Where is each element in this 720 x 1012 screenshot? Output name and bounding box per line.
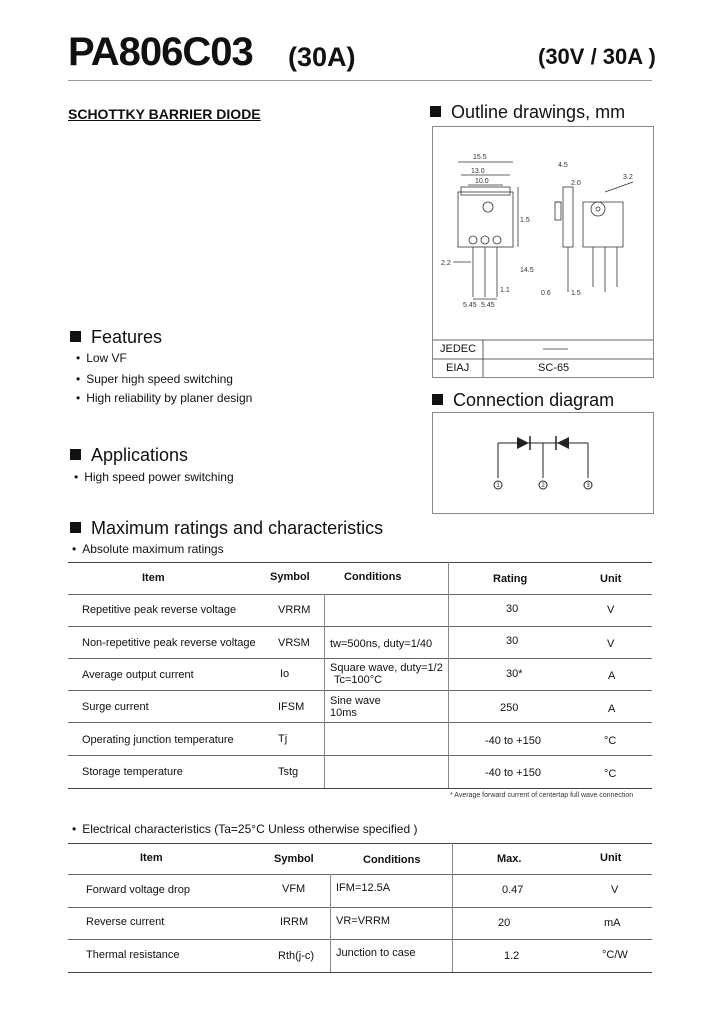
pin-label: 1 [496,483,500,489]
application-item: • High speed power switching [74,470,234,484]
table-row-symbol: IRRM [280,916,309,928]
table-rule [330,874,331,972]
table-row-unit: °C/W [602,949,628,961]
table-row-rating: 30* [506,668,523,680]
table-row-symbol: IFSM [278,701,305,713]
dim-label: 5.45 [463,302,477,309]
dim-label: 2.0 [571,180,581,187]
dim-label: 3.2 [623,174,633,181]
table-rule [68,874,652,875]
table-row-condition: Sine wave [330,695,381,707]
table-row-unit: A [608,703,616,715]
table-rule [68,972,652,973]
table-rule [452,843,453,972]
table-row-item: Operating junction temperature [82,734,234,746]
connection-heading: Connection diagram [432,390,614,411]
table-rule [68,690,652,691]
table-row-symbol: VRRM [278,604,311,616]
col-header-symbol: Symbol [274,853,314,865]
table-rule [68,658,652,659]
table-row-rating: -40 to +150 [485,735,541,747]
applications-heading: Applications [70,445,188,466]
table-row-symbol: Tj [278,733,288,745]
table-row-unit: mA [604,917,621,929]
dim-label: 10.0 [475,178,489,185]
table-row-rating: 30 [506,635,519,647]
table-row-item: Surge current [82,701,149,713]
dim-label: 15.5 [473,154,487,161]
square-bullet-icon [70,331,81,342]
square-bullet-icon [70,449,81,460]
table-row-condition: Square wave, duty=1/2 [330,662,443,674]
table-row-max: 0.47 [502,884,524,896]
table-row-item: Storage temperature [82,766,183,778]
outline-drawing-box [432,126,654,378]
dim-label: 13.0 [471,168,485,175]
table-row-item: Forward voltage drop [86,884,190,896]
outline-drawing [433,127,653,377]
dim-label: 2.2 [441,260,451,267]
col-header-conditions: Conditions [344,571,402,583]
table-row-symbol: Tstg [278,766,299,778]
table-row-max: 20 [498,917,511,929]
col-header-conditions: Conditions [363,854,421,866]
table-rule [68,907,652,908]
col-header-unit: Unit [600,573,622,585]
col-header-max: Max. [497,853,522,865]
table-row-item: Non-repetitive peak reverse voltage [82,637,256,649]
feature-item: • High reliability by planer design [76,391,252,405]
part-number: PA806C03 [68,30,253,74]
dim-label: 0.6 [541,290,551,297]
square-bullet-icon [430,106,441,117]
dim-label: 1.1 [500,287,510,294]
square-bullet-icon [432,394,443,405]
diode-2-icon [557,437,569,449]
col-header-symbol: Symbol [270,571,310,583]
connection-diagram-box [432,412,654,514]
table-row-max: 1.2 [504,950,520,962]
eiaj-label: EIAJ [446,362,470,374]
header-divider [68,80,652,81]
table-row-condition: 10ms [330,707,357,719]
pin-label: 2 [541,483,545,489]
col-header-rating: Rating [493,573,528,585]
connection-diagram [433,413,653,513]
pin-label: 3 [586,483,590,489]
table-row-symbol: Rth(j-c) [278,950,315,962]
feature-item: • Low VF [76,351,127,365]
table-row-symbol: Io [280,668,290,680]
footnote: * Average forward current of centertap full wave connection [450,792,634,799]
electrical-heading: • Electrical characteristics (Ta=25°C Unless otherwise specified ) [72,822,417,836]
table-rule [68,755,652,756]
table-rule [68,562,652,563]
table-row-symbol: VRSM [278,637,310,649]
eiaj-value: SC-65 [538,362,570,374]
col-header-item: Item [140,852,163,864]
table-row-unit: V [607,638,615,650]
table-row-condition: tw=500ns, duty=1/40 [330,638,433,650]
table-row-rating: -40 to +150 [485,767,541,779]
rating-summary: (30V / 30A ) [538,44,656,69]
features-heading: Features [70,327,162,348]
device-type: SCHOTTKY BARRIER DIODE [68,106,261,122]
table-row-unit: A [608,670,616,682]
table-row-unit: °C [604,768,617,780]
table-rule [68,626,652,627]
part-current: (30A) [288,42,356,72]
dim-label: 1.5 [520,217,530,224]
abs-max-subheading: • Absolute maximum ratings [72,542,224,556]
table-row-item: Repetitive peak reverse voltage [82,604,237,616]
table-row-condition: VR=VRRM [336,915,391,927]
max-ratings-heading: Maximum ratings and characteristics [70,518,383,539]
table-row-item: Reverse current [86,916,165,928]
dim-label: 1.5 [571,290,581,297]
col-header-item: Item [142,572,165,584]
col-header-unit: Unit [600,852,622,864]
dim-label: 4.5 [558,162,568,169]
table-row-item: Thermal resistance [86,949,180,961]
table-row-condition: Junction to case [336,947,416,959]
table-rule [68,939,652,940]
table-row-symbol: VFM [282,883,306,895]
outline-heading: Outline drawings, mm [430,102,625,123]
jedec-label: JEDEC [440,343,477,355]
table-row-unit: °C [604,735,617,747]
table-rule [324,594,325,788]
table-row-rating: 30 [506,603,519,615]
dim-label: 5.45 [481,302,495,309]
table-rule [68,594,652,595]
square-bullet-icon [70,522,81,533]
table-rule [68,788,652,789]
table-row-condition: IFM=12.5A [336,882,391,894]
table-rule [448,562,449,788]
diode-1-icon [517,437,529,449]
table-row-unit: V [611,884,619,896]
table-rule [68,722,652,723]
table-row-item: Average output current [82,669,194,681]
table-row-rating: 250 [500,702,519,714]
table-row-condition: Tc=100°C [334,674,383,686]
table-rule [68,843,652,844]
dim-label: 14.5 [520,267,534,274]
feature-item: • Super high speed switching [76,372,233,386]
table-row-unit: V [607,604,615,616]
